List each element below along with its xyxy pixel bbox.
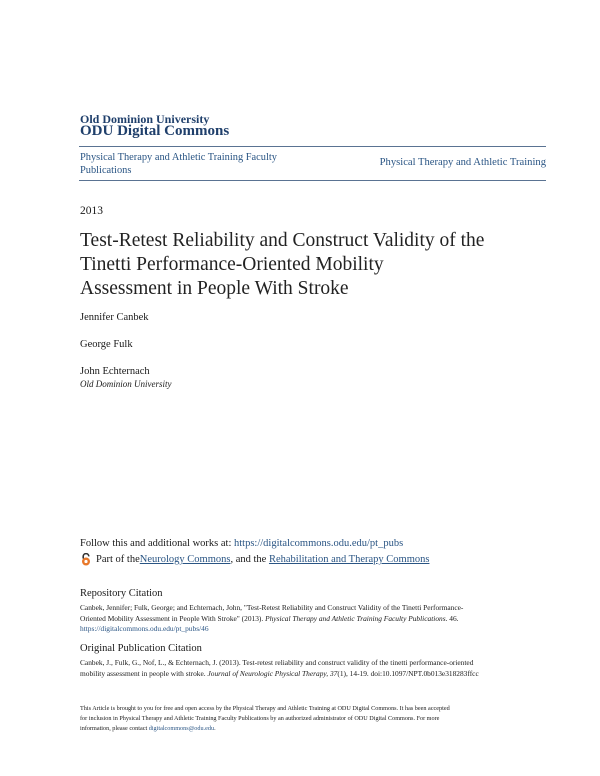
original-citation-heading: Original Publication Citation <box>80 643 202 654</box>
collection-left-line1: Physical Therapy and Athletic Training Faculty <box>80 152 277 163</box>
title-line-3: Assessment in People With Stroke <box>80 278 349 299</box>
footer-line1: This Article is brought to you for free and open access by the Physical Therapy and Athletic Training at ODU Digital Commons. It has been accepted <box>80 705 450 712</box>
repository-citation-url[interactable]: https://digitalcommons.odu.edu/pt_pubs/46 <box>80 624 209 634</box>
title-line-1: Test-Retest Reliability and Construct Validity of the <box>80 230 485 251</box>
footer-contact-prefix: information, please contact <box>80 724 149 732</box>
footer-end: . <box>214 724 216 732</box>
publication-year: 2013 <box>80 205 103 217</box>
repository-name[interactable]: ODU Digital Commons <box>80 123 230 139</box>
article-title <box>80 229 540 301</box>
part-of-prefix: Part of the <box>96 554 140 565</box>
neurology-commons-link[interactable]: Neurology Commons <box>139 554 231 565</box>
footer-line2: for inclusion in Physical Therapy and Athletic Training Faculty Publications by an authorized administrator of ODU Digital Commons. For more <box>80 714 440 722</box>
orig-cite-line2 <box>80 669 540 680</box>
university-name[interactable]: Old Dominion University <box>80 112 210 126</box>
repo-cite-line2 <box>80 614 540 625</box>
contact-email-link[interactable]: digitalcommons@odu.edu <box>148 724 215 732</box>
repo-cite-plain: Oriented Mobility Assessment in People With Stroke" (2013). <box>80 613 266 623</box>
and-the-text: , and the <box>230 554 269 565</box>
orig-cite-italic: Journal of Neurologic Physical Therapy, 37 <box>207 668 338 678</box>
repo-cite-italic: Physical Therapy and Athletic Training Faculty Publications <box>265 613 446 623</box>
follow-line <box>80 538 403 549</box>
author-affiliation: Old Dominion University <box>80 379 172 389</box>
repository-citation-heading: Repository Citation <box>80 588 163 599</box>
collection-link-left[interactable] <box>80 151 310 177</box>
repo-cite-line1: Canbek, Jennifer; Fulk, George; and Echternach, John, "Test-Retest Reliability and Construct Validity of the Tinetti Performance- <box>80 603 464 612</box>
orig-cite-plain: mobility assessment in people with stroke. <box>80 668 208 678</box>
collection-left-line2: Publications <box>80 165 132 176</box>
follow-url-link[interactable]: https://digitalcommons.odu.edu/pt_pubs <box>234 538 404 549</box>
title-line-2: Tinetti Performance-Oriented Mobility <box>80 254 384 275</box>
orig-cite-end: (1), 14-19. doi:10.1097/NPT.0b013e318283ffcc <box>337 668 479 678</box>
author-3: John Echternach <box>80 366 150 377</box>
follow-label: Follow this and additional works at: <box>80 538 234 549</box>
author-2: George Fulk <box>80 339 133 350</box>
access-statement <box>80 704 530 733</box>
bottom-divider <box>79 180 546 181</box>
repository-citation-text <box>80 603 540 635</box>
footer-line3 <box>80 724 530 734</box>
open-lock-icon <box>80 553 92 566</box>
original-citation-text <box>80 658 540 679</box>
collection-link-right[interactable]: Physical Therapy and Athletic Training <box>379 157 546 168</box>
author-1: Jennifer Canbek <box>80 312 149 323</box>
repo-cite-end: . 46. <box>445 613 459 623</box>
top-divider <box>79 146 546 147</box>
part-of-line <box>80 553 429 566</box>
rehabilitation-commons-link[interactable]: Rehabilitation and Therapy Commons <box>268 554 430 565</box>
orig-cite-line1: Canbek, J., Fulk, G., Nof, L., & Echternach, J. (2013). Test-retest reliability and construct validity of the tinetti performance-oriented <box>80 658 474 667</box>
